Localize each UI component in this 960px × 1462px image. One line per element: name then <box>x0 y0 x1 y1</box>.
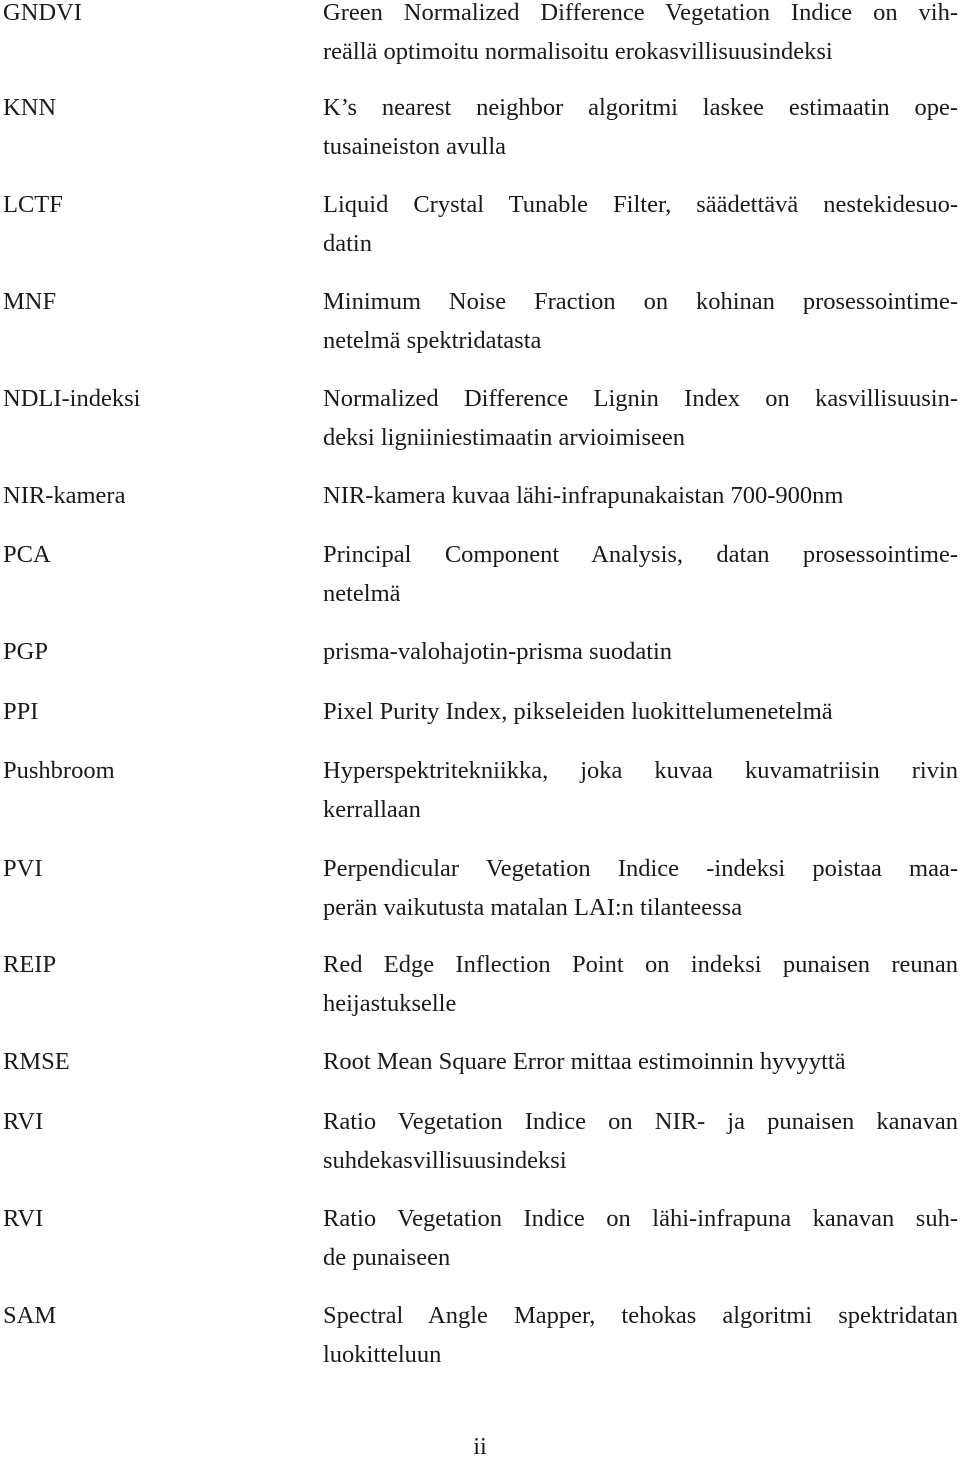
definition-line: Perpendicular Vegetation Indice -indeksi poistaa maa- <box>323 855 958 882</box>
abbreviation-term: GNDVI <box>3 0 82 26</box>
abbreviation-definition <box>323 752 958 829</box>
definition-line: Ratio Vegetation Indice on NIR- ja punaisen kanavan <box>323 1108 958 1135</box>
definition-line: Liquid Crystal Tunable Filter, säädettävä nestekidesuo- <box>323 191 958 218</box>
abbreviation-term: NDLI-indeksi <box>3 385 141 412</box>
abbreviation-term: PCA <box>3 541 51 568</box>
abbreviation-term: LCTF <box>3 191 63 218</box>
abbreviation-term: RMSE <box>3 1048 70 1075</box>
definition-line: Spectral Angle Mapper, tehokas algoritmi spektridatan <box>323 1302 958 1329</box>
definition-line: Pixel Purity Index, pikseleiden luokittelumenetelmä <box>323 698 833 725</box>
abbreviation-definition <box>323 0 958 71</box>
abbreviation-term: PVI <box>3 855 43 882</box>
definition-line: prisma-valohajotin-prisma suodatin <box>323 638 673 665</box>
abbreviation-definition <box>323 850 958 927</box>
abbreviation-definition <box>323 946 958 1023</box>
definition-line: Hyperspektritekniikka, joka kuvaa kuvamatriisin rivin <box>323 757 958 784</box>
definition-line: Root Mean Square Error mittaa estimoinnin hyvyyttä <box>323 1048 846 1075</box>
abbreviation-term: RVI <box>3 1108 44 1135</box>
definition-line: Principal Component Analysis, datan prosessointime- <box>323 541 958 568</box>
definition-line: Red Edge Inflection Point on indeksi punaisen reunan <box>323 951 958 978</box>
abbreviation-term: RVI <box>3 1205 44 1232</box>
definition-line: netelmä spektridatasta <box>323 326 542 354</box>
definition-line: Minimum Noise Fraction on kohinan prosessointime- <box>323 288 958 315</box>
definition-line: reällä optimoitu normalisoitu erokasvillisuusindeksi <box>323 37 833 65</box>
abbreviation-term: PGP <box>3 638 48 665</box>
abbreviation-definition <box>323 1200 958 1277</box>
definition-line: tusaineiston avulla <box>323 132 507 160</box>
abbreviation-definition <box>323 536 958 613</box>
abbreviation-term: NIR-kamera <box>3 482 126 509</box>
definition-line: heijastukselle <box>323 989 457 1017</box>
definition-line: Ratio Vegetation Indice on lähi-infrapuna kanavan suh- <box>323 1205 958 1232</box>
definition-line: datin <box>323 229 372 257</box>
abbreviation-term: REIP <box>3 951 57 978</box>
abbreviation-term: KNN <box>3 94 57 121</box>
definition-line: netelmä <box>323 579 401 607</box>
abbreviation-definition <box>323 477 958 516</box>
definition-line: K’s nearest neighbor algoritmi laskee estimaatin ope- <box>323 94 958 121</box>
abbreviation-definition <box>323 1043 958 1082</box>
definition-line: Green Normalized Difference Vegetation Indice on vih- <box>323 0 958 26</box>
abbreviation-definition <box>323 1297 958 1374</box>
abbreviation-term: Pushbroom <box>3 757 115 784</box>
definition-line: suhdekasvillisuusindeksi <box>323 1146 567 1174</box>
abbreviation-definition <box>323 633 958 672</box>
abbreviation-definition <box>323 693 958 732</box>
page-number: ii <box>473 1433 487 1460</box>
definition-line: deksi ligniiniestimaatin arvioimiseen <box>323 423 685 451</box>
abbreviation-term: PPI <box>3 698 39 725</box>
abbreviation-definition <box>323 380 958 457</box>
abbreviation-definition <box>323 1103 958 1180</box>
abbreviation-definition <box>323 186 958 263</box>
definition-line: luokitteluun <box>323 1340 442 1368</box>
definition-line: NIR-kamera kuvaa lähi-infrapunakaistan 700-900nm <box>323 482 844 509</box>
abbreviation-definition <box>323 89 958 166</box>
definition-line: Normalized Difference Lignin Index on kasvillisuusin- <box>323 385 958 412</box>
abbreviation-term: SAM <box>3 1302 57 1329</box>
definition-line: kerrallaan <box>323 795 421 823</box>
definition-line: de punaiseen <box>323 1243 451 1271</box>
abbreviation-term: MNF <box>3 288 57 315</box>
abbreviation-definition <box>323 283 958 360</box>
definition-line: perän vaikutusta matalan LAI:n tilanteessa <box>323 893 743 921</box>
